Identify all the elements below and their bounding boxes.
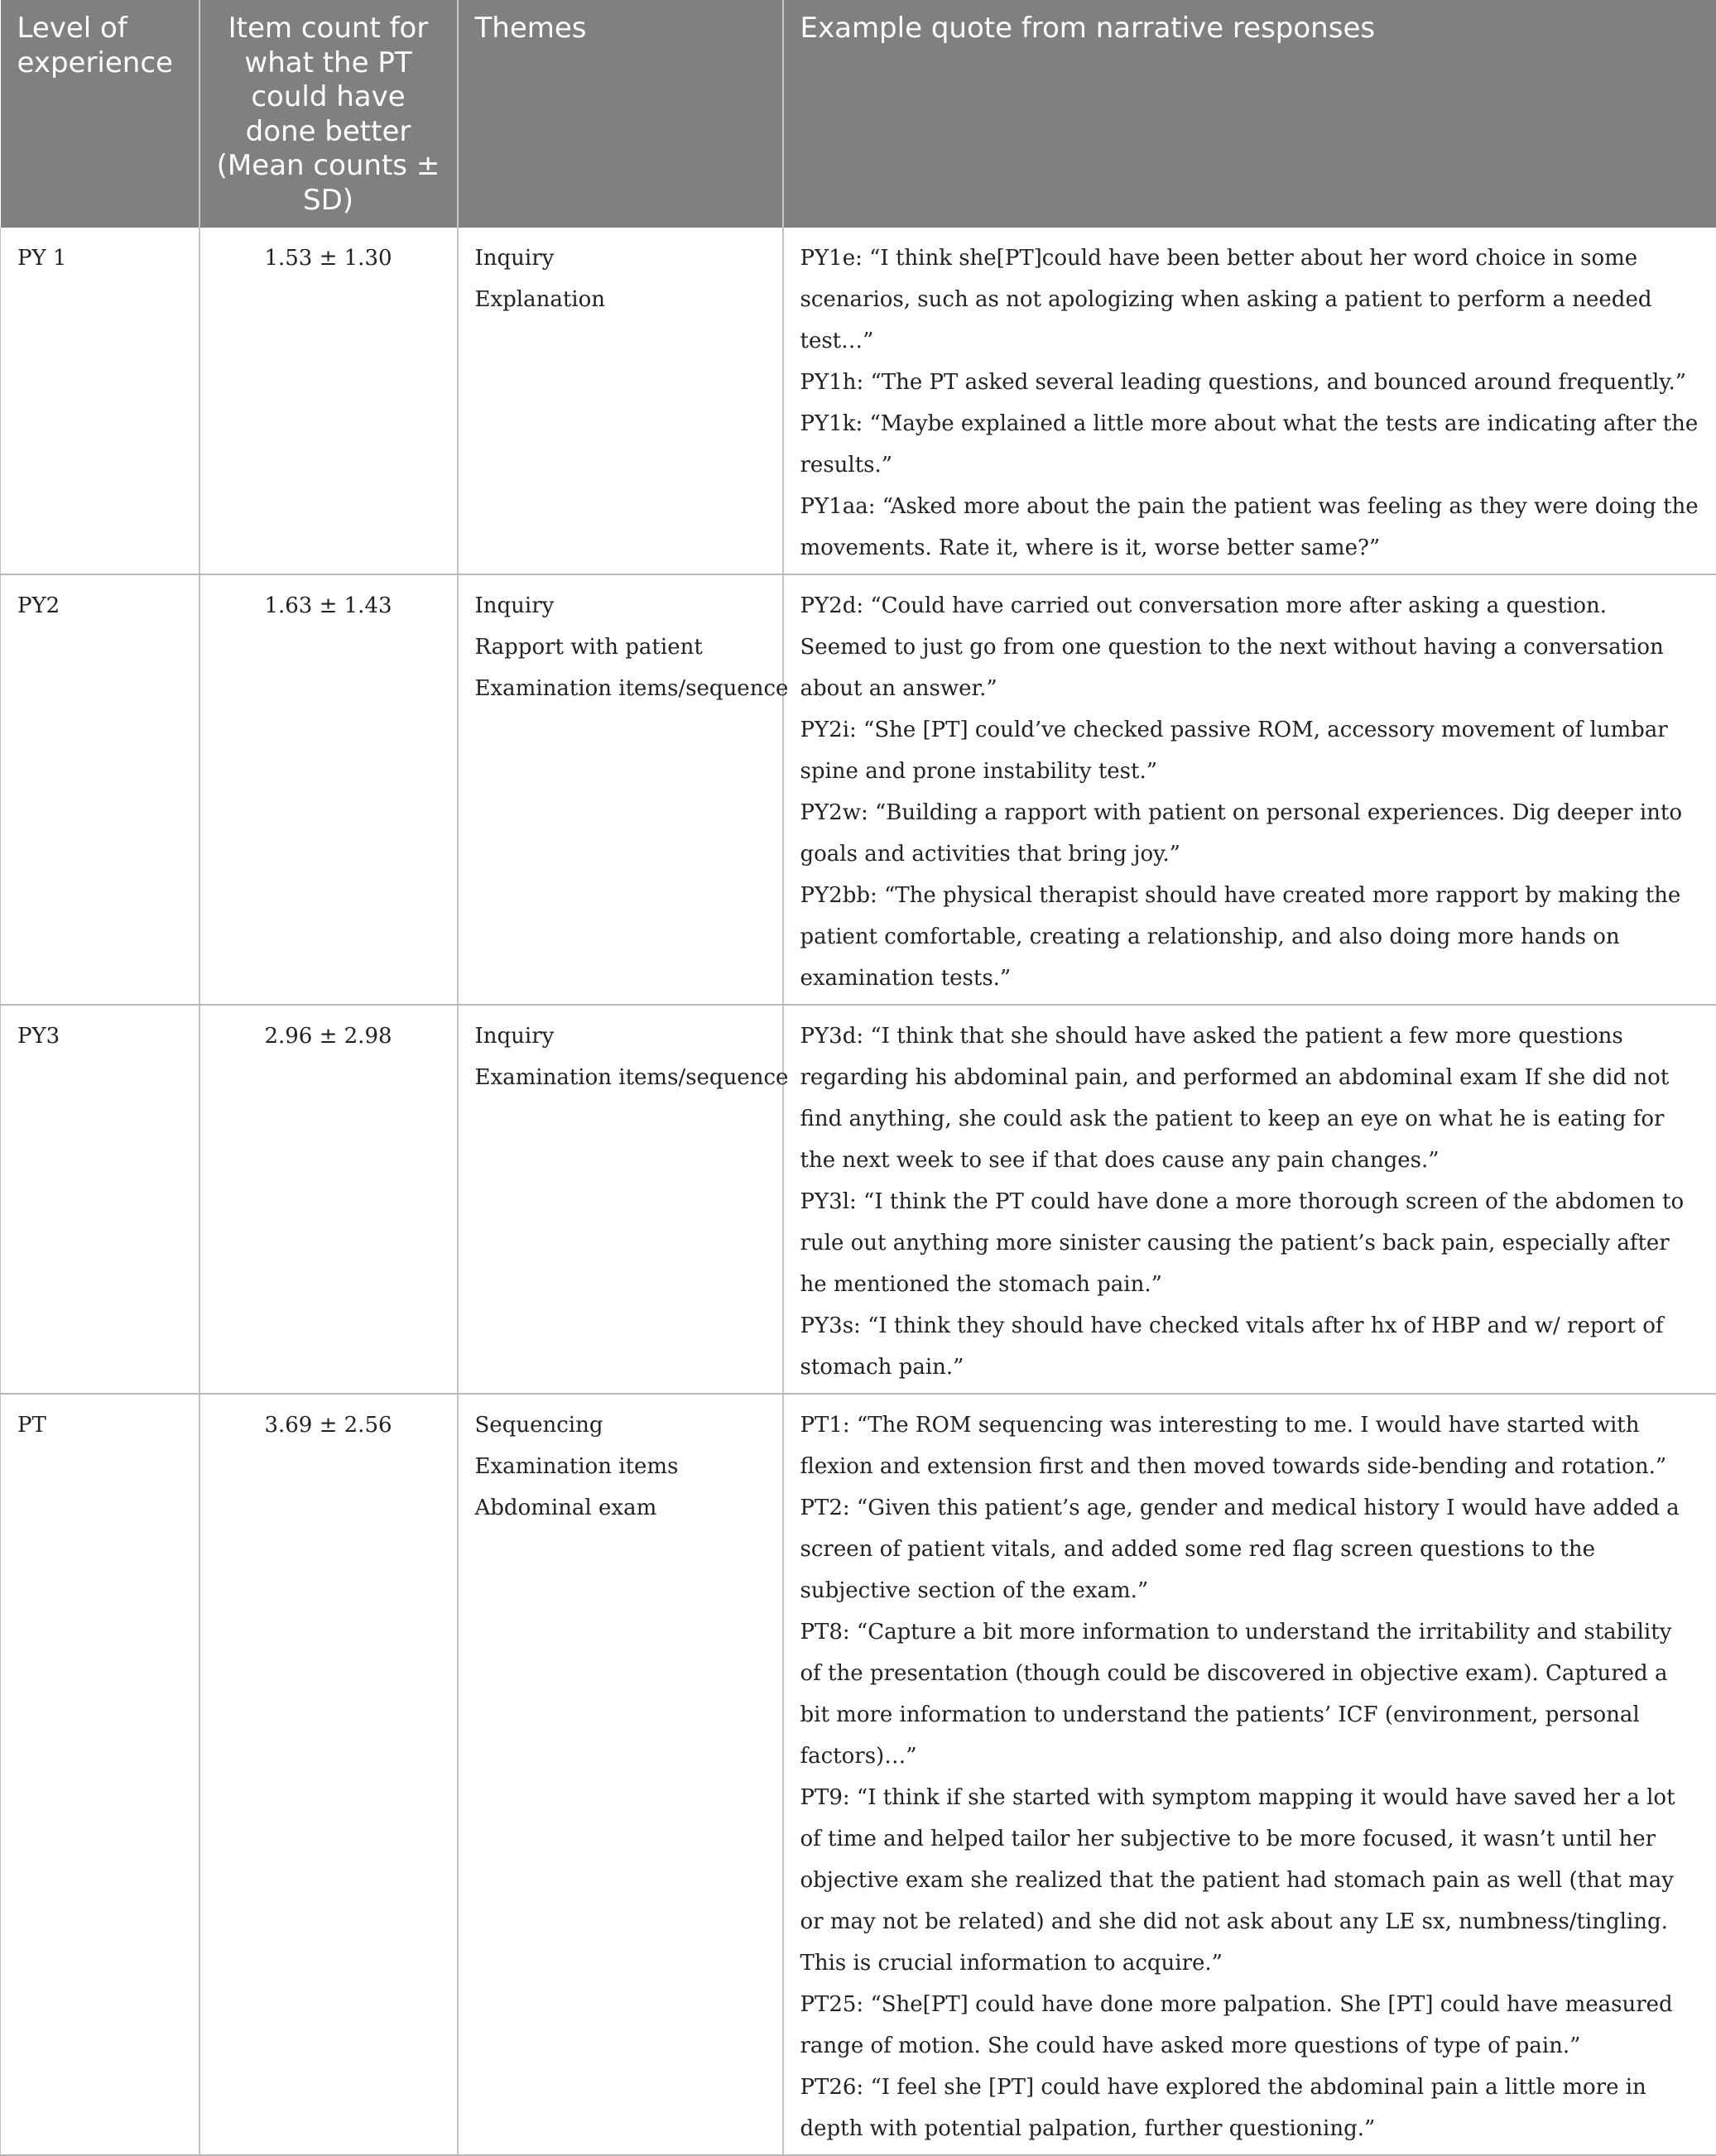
theme-item: Examination items/sequence xyxy=(475,668,766,709)
quote-item: PT8: “Capture a bit more information to understand the irritability and stability of the presentation (though could be discovered in objective exam). Captured a bit more information to understand the patients’ ICF (environment, personal factors)…” xyxy=(800,1611,1699,1777)
theme-item: Inquiry xyxy=(475,238,766,279)
header-example-quote: Example quote from narrative responses xyxy=(783,0,1716,228)
level-cell: PY 1 xyxy=(1,228,199,574)
count-cell: 1.53 ± 1.30 xyxy=(199,228,458,574)
quote-item: PY3s: “I think they should have checked vitals after hx of HBP and w/ report of stomach pain.” xyxy=(800,1305,1699,1388)
level-cell: PY2 xyxy=(1,574,199,1005)
themes-cell xyxy=(458,1394,783,2155)
theme-item: Inquiry xyxy=(475,585,766,627)
quote-item: PY2w: “Building a rapport with patient on personal experiences. Dig deeper into goals and activities that bring joy.” xyxy=(800,792,1699,875)
level-cell: PT xyxy=(1,1394,199,2155)
quote-item: PY1e: “I think she[PT]could have been better about her word choice in some scenarios, such as not apologizing when asking a patient to perform a needed test…” xyxy=(800,238,1699,362)
theme-item: Examination items xyxy=(475,1446,766,1487)
table-row xyxy=(1,574,1716,1005)
count-cell: 3.69 ± 2.56 xyxy=(199,1394,458,2155)
count-cell: 2.96 ± 2.98 xyxy=(199,1005,458,1394)
themes-cell xyxy=(458,1005,783,1394)
level-cell: PY3 xyxy=(1,1005,199,1394)
header-row xyxy=(1,0,1716,228)
theme-item: Examination items/sequence xyxy=(475,1057,766,1098)
quotes-cell xyxy=(783,1394,1716,2155)
themes-cell xyxy=(458,574,783,1005)
table-row xyxy=(1,1005,1716,1394)
quote-item: PY3l: “I think the PT could have done a more thorough screen of the abdomen to rule out anything more sinister causing the patient’s back pain, especially after he mentioned the stomach pain.” xyxy=(800,1181,1699,1305)
theme-item: Inquiry xyxy=(475,1016,766,1057)
quotes-cell xyxy=(783,228,1716,574)
quote-item: PT2: “Given this patient’s age, gender and medical history I would have added a screen of patient vitals, and added some red flag screen questions to the subjective section of the exam.” xyxy=(800,1487,1699,1611)
quote-item: PY2bb: “The physical therapist should have created more rapport by making the patient comfortable, creating a relationship, and also doing more hands on examination tests.” xyxy=(800,875,1699,999)
quotes-cell xyxy=(783,1005,1716,1394)
quote-item: PT26: “I feel she [PT] could have explored the abdominal pain a little more in depth with potential palpation, further questioning.” xyxy=(800,2067,1699,2149)
theme-item: Rapport with patient xyxy=(475,627,766,668)
quotes-cell xyxy=(783,574,1716,1005)
header-themes: Themes xyxy=(458,0,783,228)
quote-item: PY2d: “Could have carried out conversation more after asking a question. Seemed to just go from one question to the next without having a conversation about an answer.” xyxy=(800,585,1699,709)
quote-item: PY3d: “I think that she should have asked the patient a few more questions regarding his abdominal pain, and performed an abdominal exam If she did not find anything, she could ask the patient to keep an eye on what he is eating for the next week to see if that does cause any pain changes.” xyxy=(800,1016,1699,1181)
theme-item: Abdominal exam xyxy=(475,1487,766,1529)
header-item-count: Item count for what the PT could have done better (Mean counts ± SD) xyxy=(199,0,458,228)
quote-item: PY1h: “The PT asked several leading questions, and bounced around frequently.” xyxy=(800,362,1699,403)
quote-item: PT1: “The ROM sequencing was interesting to me. I would have started with flexion and extension first and then moved towards side-bending and rotation.” xyxy=(800,1405,1699,1487)
quote-item: PT9: “I think if she started with symptom mapping it would have saved her a lot of time and helped tailor her subjective to be more focused, it wasn’t until her objective exam she realized that the patient had stomach pain as well (that may or may not be related) and she did not ask about any LE sx, numbness/tingling. This is crucial information to acquire.” xyxy=(800,1777,1699,1984)
count-cell: 1.63 ± 1.43 xyxy=(199,574,458,1005)
table-row xyxy=(1,1394,1716,2155)
header-level-of-experience: Level of experience xyxy=(1,0,199,228)
quote-item: PY1k: “Maybe explained a little more about what the tests are indicating after the results.” xyxy=(800,403,1699,486)
quote-item: PY1aa: “Asked more about the pain the patient was feeling as they were doing the movements. Rate it, where is it, worse better same?” xyxy=(800,486,1699,569)
theme-item: Explanation xyxy=(475,279,766,320)
theme-item: Sequencing xyxy=(475,1405,766,1446)
quote-item: PY2i: “She [PT] could’ve checked passive ROM, accessory movement of lumbar spine and prone instability test.” xyxy=(800,709,1699,792)
table-row xyxy=(1,228,1716,574)
quote-item: PT25: “She[PT] could have done more palpation. She [PT] could have measured range of motion. She could have asked more questions of type of pain.” xyxy=(800,1984,1699,2067)
themes-cell xyxy=(458,228,783,574)
